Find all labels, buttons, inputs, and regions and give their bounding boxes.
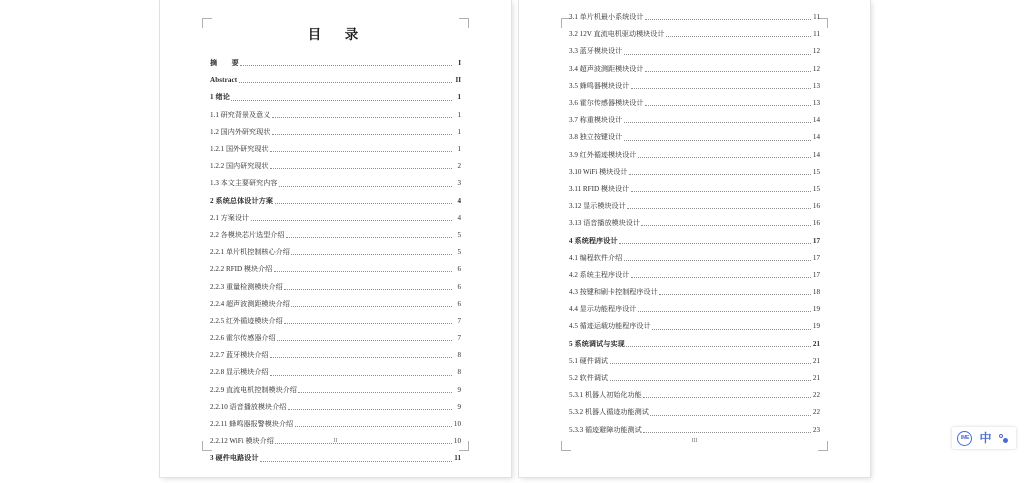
toc-entry[interactable]	[569, 249, 820, 266]
toc-entry-label: 1.2 国内外研究现状	[210, 127, 271, 136]
toc-entry-page-number: 17	[812, 236, 820, 245]
toc-entry-page-number: 1	[457, 145, 461, 154]
toc-leader-dots	[284, 322, 452, 324]
toc-entry-page-number: 7	[457, 316, 461, 325]
toc-entry-label: 3.3 蓝牙模块设计	[569, 47, 623, 56]
toc-entry-label: 5 系统调试与实现	[569, 339, 625, 348]
toc-entry[interactable]	[569, 77, 820, 94]
toc-leader-dots	[277, 339, 452, 341]
toc-entry-page-number: 19	[812, 305, 820, 314]
ime-tools-icon[interactable]	[998, 432, 1010, 445]
toc-leader-dots	[626, 345, 811, 347]
toc-entry-label: 2.2.2 RFID 模块介绍	[210, 265, 273, 274]
toc-entry-page-number: 16	[812, 202, 820, 211]
toc-entry-label: 3.9 红外循迹模块设计	[569, 150, 637, 159]
toc-entry[interactable]	[210, 123, 461, 140]
toc-leader-dots	[627, 207, 811, 209]
toc-entry-label: 3.12 显示模块设计	[569, 202, 626, 211]
toc-leader-dots	[643, 431, 811, 433]
toc-entry-label: 2.2.8 显示模块介绍	[210, 368, 269, 377]
toc-entry-page-number: 22	[812, 408, 820, 417]
toc-leader-dots	[291, 253, 452, 255]
toc-entry-page-number: 23	[812, 425, 820, 434]
toc-entry[interactable]	[210, 88, 461, 105]
toc-leader-dots	[288, 408, 452, 410]
toc-entry[interactable]	[569, 231, 820, 248]
toc-leader-dots	[638, 156, 811, 158]
toc-entry-page-number: 21	[812, 339, 820, 348]
toc-entry-label: 5.3.2 机器人循迹功能测试	[569, 408, 649, 417]
toc-entry[interactable]	[210, 209, 461, 226]
toc-entry[interactable]	[210, 449, 461, 466]
toc-entry-label: 4 系统程序设计	[569, 236, 618, 245]
toc-leader-dots	[298, 391, 452, 393]
toc-entry[interactable]	[210, 260, 461, 277]
toc-entry[interactable]	[569, 94, 820, 111]
toc-entry-label: 2.2.12 WiFi 模块介绍	[210, 437, 274, 446]
toc-leader-dots	[624, 121, 811, 123]
toc-leader-dots	[652, 328, 811, 330]
toc-leader-dots	[619, 242, 811, 244]
toc-entry-label: 3.6 霍尔传感器模块设计	[569, 99, 644, 108]
toc-entry-label: 2.2.1 单片机控制核心介绍	[210, 248, 290, 257]
toc-entry-label: 3.2 12V 直流电机驱动模块设计	[569, 30, 665, 39]
toc-entry-label: 2.2.3 重量检测模块介绍	[210, 282, 283, 291]
toc-entry-label: 3.1 单片机最小系统设计	[569, 13, 644, 22]
page-title: 目 录	[307, 27, 364, 42]
toc-list-page-1	[210, 54, 461, 467]
toc-entry-label: 3.7 称重模块设计	[569, 116, 623, 125]
toc-entry-page-number: 17	[812, 270, 820, 279]
toc-entry-label: 1.3 本文主要研究内容	[210, 179, 278, 188]
toc-leader-dots	[645, 104, 811, 106]
toc-leader-dots	[286, 236, 452, 238]
toc-entry[interactable]	[210, 192, 461, 209]
ime-toolbar[interactable]	[952, 427, 1016, 449]
toc-entry-page-number: 18	[812, 288, 820, 297]
ime-language-mode-button[interactable]: 中	[979, 431, 992, 445]
toc-entry[interactable]	[210, 277, 461, 294]
toc-entry-label: 2 系统总体设计方案	[210, 196, 274, 205]
toc-entry[interactable]	[210, 243, 461, 260]
toc-leader-dots	[260, 460, 452, 462]
toc-entry[interactable]	[210, 54, 461, 71]
toc-leader-dots	[272, 133, 452, 135]
toc-entry-page-number: 21	[812, 374, 820, 383]
page-footer-number: II	[333, 438, 338, 444]
toc-entry[interactable]	[569, 42, 820, 59]
toc-leader-dots	[624, 53, 811, 55]
document-page-1[interactable]	[160, 0, 511, 477]
toc-entry-page-number: 12	[812, 64, 820, 73]
toc-entry[interactable]	[569, 214, 820, 231]
toc-leader-dots	[645, 70, 811, 72]
toc-entry[interactable]	[569, 25, 820, 42]
toc-entry[interactable]	[569, 128, 820, 145]
toc-entry-page-number: 6	[457, 265, 461, 274]
toc-entry[interactable]	[210, 363, 461, 380]
toc-leader-dots	[279, 185, 452, 187]
toc-entry[interactable]	[569, 266, 820, 283]
toc-leader-dots	[270, 167, 452, 169]
toc-entry-label: 2.2.4 超声波测距模块介绍	[210, 299, 290, 308]
ime-logo-icon[interactable]: IME	[957, 431, 972, 446]
toc-entry-label: 5.3.1 机器人初始化功能	[569, 391, 642, 400]
toc-entry-label: 2.2.5 红外循迹模块介绍	[210, 316, 283, 325]
toc-entry-page-number: 14	[812, 116, 820, 125]
toc-entry-label: 2.2.6 霍尔传感器介绍	[210, 334, 276, 343]
toc-leader-dots	[270, 356, 452, 358]
toc-entry-label: 3.4 超声波测距模块设计	[569, 64, 644, 73]
toc-entry-page-number: II	[455, 76, 461, 85]
toc-entry-label: 1.1 研究背景及意义	[210, 110, 271, 119]
toc-entry-page-number: 8	[457, 368, 461, 377]
toc-leader-dots	[629, 173, 811, 175]
toc-leader-dots	[295, 425, 452, 427]
toc-entry[interactable]	[569, 163, 820, 180]
toc-entry-label: 2.2 各模块芯片选型介绍	[210, 230, 285, 239]
toc-entry-page-number: 6	[457, 299, 461, 308]
toc-entry-page-number: 11	[813, 30, 820, 39]
toc-entry-label: 5.3.3 循迹避障功能测试	[569, 425, 642, 434]
toc-entry-page-number: 1	[457, 110, 461, 119]
toc-entry-label: 4.1 编程软件介绍	[569, 253, 623, 262]
toc-entry-page-number: 10	[453, 420, 461, 429]
toc-entry[interactable]	[210, 106, 461, 123]
toc-entry[interactable]	[569, 335, 820, 352]
toc-entry[interactable]	[569, 8, 820, 25]
toc-entry-page-number: 1	[457, 93, 461, 102]
toc-entry-label: 3.5 蜂鸣器模块设计	[569, 81, 630, 90]
toc-entry-label: 2.2.9 直流电机控制模块介绍	[210, 385, 297, 394]
toc-entry-label: 3.11 RFID 模块设计	[569, 184, 630, 193]
toc-leader-dots	[666, 35, 811, 37]
toc-entry[interactable]	[569, 146, 820, 163]
toc-entry-page-number: 11	[813, 13, 820, 22]
toc-entry-label: 1 绪论	[210, 93, 230, 102]
toc-leader-dots	[650, 414, 811, 416]
toc-entry[interactable]	[569, 300, 820, 317]
toc-entry[interactable]	[210, 398, 461, 415]
toc-entry-label: 2.2.11 蜂鸣器报警模块介绍	[210, 420, 294, 429]
toc-entry-page-number: 14	[812, 150, 820, 159]
toc-entry-label: 2.2.10 语音播放模块介绍	[210, 402, 287, 411]
toc-leader-dots	[291, 305, 452, 307]
toc-entry-label: 5.2 软件调试	[569, 374, 609, 383]
toc-entry-label: 1.2.1 国外研究现状	[210, 145, 269, 154]
toc-entry-page-number: 22	[812, 391, 820, 400]
toc-entry-page-number: 14	[812, 133, 820, 142]
document-page-2[interactable]	[519, 0, 870, 477]
toc-entry-label: 3.10 WiFi 模块设计	[569, 167, 628, 176]
toc-entry[interactable]	[569, 180, 820, 197]
toc-entry-label: 摘 要	[210, 59, 239, 68]
toc-entry-page-number: 15	[812, 167, 820, 176]
toc-entry[interactable]	[210, 174, 461, 191]
toc-leader-dots	[272, 116, 452, 118]
toc-entry[interactable]	[210, 295, 461, 312]
toc-entry[interactable]	[569, 421, 820, 438]
toc-entry-label: 3.8 独立按键设计	[569, 133, 623, 142]
toc-leader-dots	[251, 219, 452, 221]
toc-entry-page-number: 13	[812, 81, 820, 90]
toc-leader-dots	[239, 81, 452, 83]
toc-entry[interactable]	[210, 140, 461, 157]
toc-entry-page-number: 11	[454, 454, 461, 463]
toc-entry-page-number: 9	[457, 402, 461, 411]
toc-entry-label: 4.5 循迹运载功能程序设计	[569, 322, 651, 331]
toc-entry[interactable]	[569, 283, 820, 300]
toc-entry-page-number: 1	[457, 127, 461, 136]
toc-leader-dots	[645, 18, 811, 20]
toc-entry-label: 3.13 语音播放模块设计	[569, 219, 640, 228]
toc-entry-label: 2.1 方案设计	[210, 213, 250, 222]
toc-entry-page-number: 15	[812, 184, 820, 193]
toc-leader-dots	[641, 224, 810, 226]
toc-leader-dots	[270, 374, 452, 376]
toc-entry-label: 3 硬件电路设计	[210, 454, 259, 463]
toc-leader-dots	[275, 202, 452, 204]
toc-entry[interactable]	[210, 312, 461, 329]
toc-list-page-2	[569, 8, 820, 438]
toc-entry[interactable]	[569, 386, 820, 403]
toc-entry[interactable]	[569, 403, 820, 420]
toc-entry-page-number: 5	[457, 248, 461, 257]
toc-entry-page-number: I	[458, 59, 461, 68]
toc-entry[interactable]	[569, 197, 820, 214]
page-footer-number: III	[691, 438, 698, 444]
toc-leader-dots	[240, 64, 452, 66]
toc-entry-label: 4.3 按键和刷卡控制程序设计	[569, 288, 658, 297]
toc-leader-dots	[610, 379, 811, 381]
toc-entry-page-number: 13	[812, 99, 820, 108]
toc-entry[interactable]	[210, 346, 461, 363]
toc-entry-page-number: 9	[457, 385, 461, 394]
toc-leader-dots	[231, 99, 452, 101]
toc-leader-dots	[624, 139, 811, 141]
toc-entry-page-number: 3	[457, 179, 461, 188]
toc-entry-page-number: 16	[812, 219, 820, 228]
toc-entry[interactable]	[210, 381, 461, 398]
toc-entry-page-number: 5	[457, 230, 461, 239]
toc-entry[interactable]	[569, 111, 820, 128]
toc-leader-dots	[610, 362, 811, 364]
toc-entry[interactable]	[569, 60, 820, 77]
toc-leader-dots	[284, 288, 452, 290]
toc-entry-label: Abstract	[210, 76, 238, 85]
toc-entry[interactable]	[210, 226, 461, 243]
toc-entry-page-number: 8	[457, 351, 461, 360]
toc-leader-dots	[638, 310, 811, 312]
toc-leader-dots	[631, 87, 811, 89]
toc-entry-page-number: 4	[457, 213, 461, 222]
toc-entry-label: 1.2.2 国内研究现状	[210, 162, 269, 171]
toc-leader-dots	[274, 270, 452, 272]
toc-entry[interactable]	[210, 329, 461, 346]
toc-entry-page-number: 2	[457, 162, 461, 171]
toc-entry-page-number: 19	[812, 322, 820, 331]
toc-entry[interactable]	[569, 317, 820, 334]
toc-entry-label: 5.1 硬件调试	[569, 356, 609, 365]
toc-entry-page-number: 6	[457, 282, 461, 291]
toc-leader-dots	[624, 259, 811, 261]
toc-entry[interactable]	[210, 157, 461, 174]
toc-entry-page-number: 21	[812, 356, 820, 365]
toc-leader-dots	[643, 396, 811, 398]
toc-leader-dots	[631, 276, 811, 278]
toc-entry-page-number: 12	[812, 47, 820, 56]
toc-leader-dots	[631, 190, 811, 192]
toc-leader-dots	[659, 293, 811, 295]
toc-entry-page-number: 4	[457, 196, 461, 205]
toc-entry[interactable]	[569, 369, 820, 386]
toc-entry-page-number: 7	[457, 334, 461, 343]
toc-entry-label: 4.4 显示功能程序设计	[569, 305, 637, 314]
toc-entry-page-number: 10	[453, 437, 461, 446]
toc-entry-label: 2.2.7 蓝牙模块介绍	[210, 351, 269, 360]
toc-entry[interactable]	[569, 352, 820, 369]
toc-leader-dots	[270, 150, 452, 152]
toc-entry-page-number: 17	[812, 253, 820, 262]
toc-entry[interactable]	[210, 415, 461, 432]
toc-entry-label: 4.2 系统主程序设计	[569, 270, 630, 279]
toc-entry[interactable]	[210, 71, 461, 88]
